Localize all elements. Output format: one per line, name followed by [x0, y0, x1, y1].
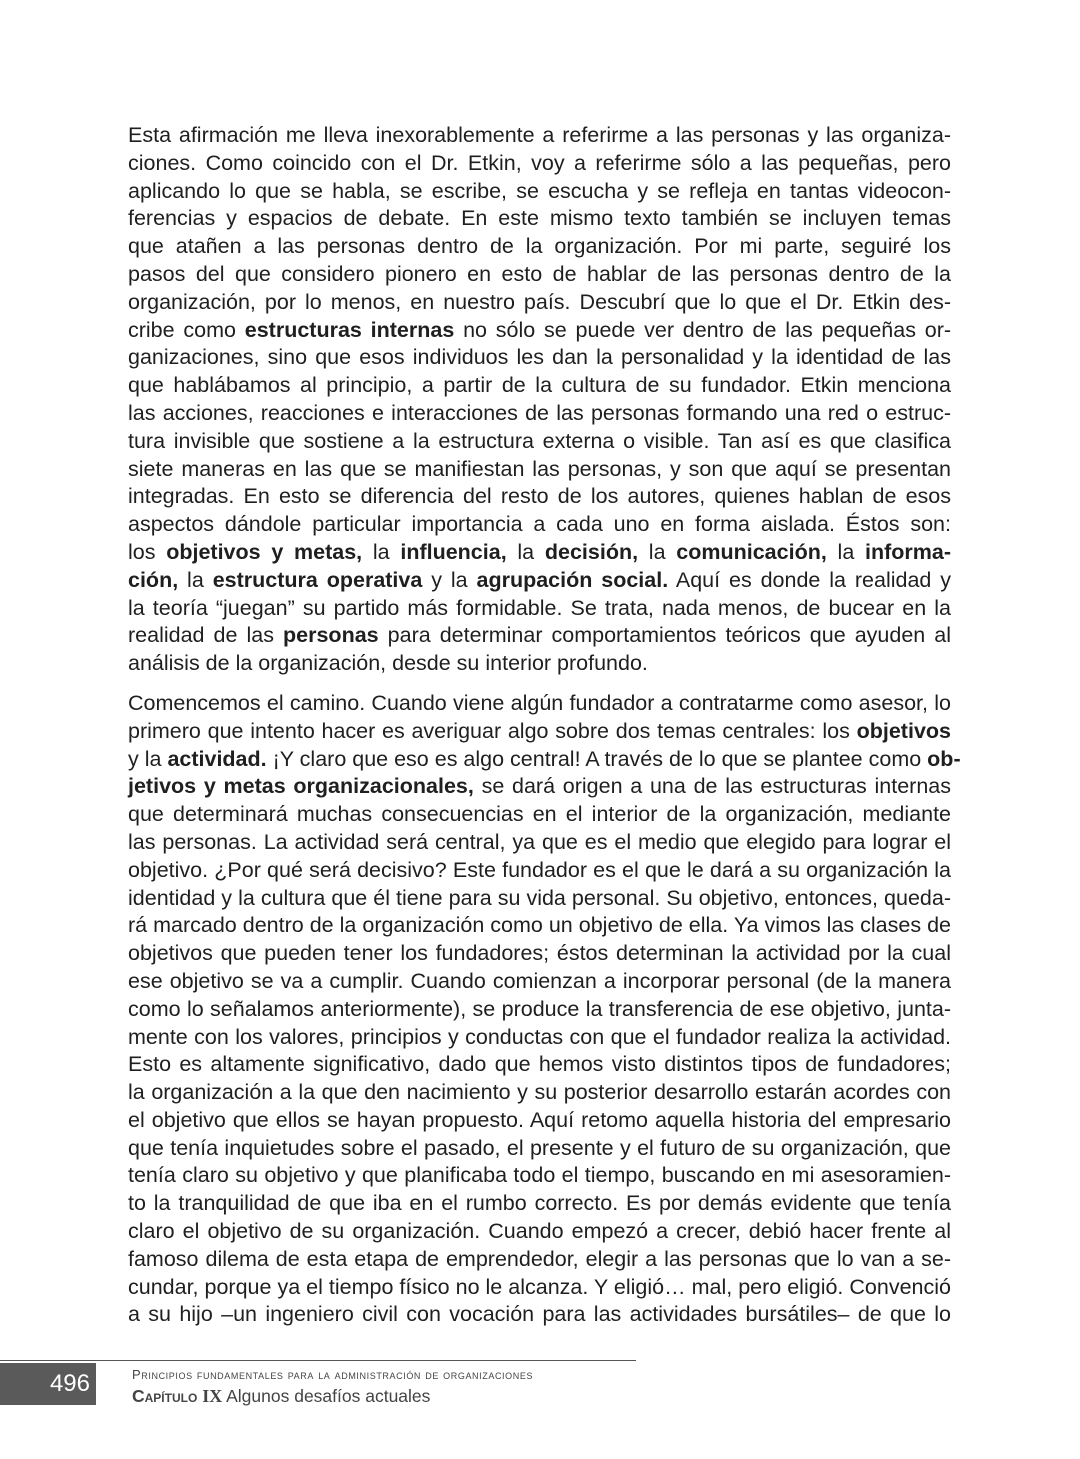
text-line	[128, 205, 951, 233]
text-run: Esta afirmación me lleva inexorablemente a referirme a las personas y las organiza-	[128, 123, 951, 147]
text-run: a su hijo –un ingeniero civil con vocación para las actividades bursátiles– de que lo	[128, 1302, 951, 1327]
bold-term: objetivos y metas,	[166, 539, 363, 564]
bold-term: personas	[283, 623, 379, 648]
text-run: los	[128, 539, 167, 564]
text-run: la	[178, 567, 213, 592]
text-run: claro el objetivo de su organización. Cuando empezó a crecer, debió hacer frente al	[128, 1219, 951, 1244]
text-run: como lo señalamos anteriormente), se produce la transferencia de ese objetivo, junta-	[128, 996, 951, 1021]
text-line	[128, 968, 951, 996]
text-run: objetivos que pueden tener los fundadores; éstos determinan la actividad por la cual	[128, 941, 951, 966]
text-run: y la	[128, 746, 168, 771]
text-run: primero que intento hacer es averiguar algo sobre dos temas centrales: los	[128, 718, 857, 743]
text-line	[128, 1301, 951, 1329]
text-line	[128, 317, 951, 345]
bold-term: ción,	[128, 567, 179, 592]
text-run: mente con los valores, principios y conductas con que el fundador realiza la actividad.	[128, 1024, 951, 1049]
text-line	[128, 122, 951, 150]
text-run: ese objetivo se va a cumplir. Cuando comienzan a incorporar personal (de la manera	[128, 968, 951, 993]
text-line	[128, 539, 951, 567]
text-line	[128, 801, 951, 829]
text-line	[128, 718, 951, 746]
paragraph	[128, 690, 961, 1329]
text-run: que hablábamos al principio, a partir de la cultura de su fundador. Etkin menciona	[128, 373, 951, 398]
bold-term: objetivos	[856, 718, 951, 743]
bold-term: estructura operativa	[212, 567, 423, 592]
text-line	[128, 233, 951, 261]
text-line	[128, 912, 951, 940]
text-run: to la tranquilidad de que iba en el rumbo correcto. Es por demás evidente que tenía	[128, 1191, 951, 1216]
text-run: integradas. En esto se diferencia del resto de los autores, quienes hablan de esos	[128, 484, 951, 509]
text-run: ciones. Como coincido con el Dr. Etkin, voy a referirme sólo a las pequeñas, pero	[128, 150, 951, 175]
text-run: que determinará muchas consecuencias en el interior de la organización, mediante	[128, 802, 951, 827]
text-line	[128, 595, 951, 623]
text-line	[128, 344, 951, 372]
text-run: la	[826, 539, 866, 564]
text-run: rá marcado dentro de la organización como un objetivo de ella. Ya vimos las clases de	[128, 913, 951, 938]
text-run: ferencias y espacios de debate. En este mismo texto también se incluyen temas	[128, 206, 951, 231]
chapter-number: IX	[202, 1386, 223, 1406]
text-run: siete maneras en las que se manifiestan las personas, y son que aquí se presentan	[128, 456, 951, 481]
text-run: que atañen a las personas dentro de la organización. Por mi parte, seguiré los	[128, 234, 951, 259]
text-run: objetivo. ¿Por qué será decisivo? Este fundador es el que le dará a su organización la	[128, 857, 951, 882]
text-run: Esto es altamente significativo, dado que hemos visto distintos tipos de fundadores;	[128, 1052, 951, 1077]
bold-term: influencia,	[400, 539, 507, 564]
bold-term: actividad.	[167, 746, 267, 771]
text-line	[128, 829, 951, 857]
text-line	[128, 428, 951, 456]
text-run: tura invisible que sostiene a la estructura externa o visible. Tan así es que clasifica	[128, 428, 951, 453]
footer-rule	[0, 1360, 636, 1361]
bold-term: informa-	[865, 539, 952, 564]
body-text	[128, 122, 961, 1341]
bold-term: agrupación social.	[476, 567, 669, 592]
text-run: ganizaciones, sino que esos individuos les dan la personalidad y la identidad de las	[128, 345, 951, 370]
page-number	[0, 1363, 96, 1405]
bold-term: comunicación,	[676, 539, 827, 564]
bold-term: decisión,	[544, 539, 639, 564]
text-run: no sólo se puede ver dentro de las pequeñas or-	[454, 317, 952, 342]
text-run: realidad de las	[128, 623, 284, 648]
text-run: organización, por lo menos, en nuestro país. Descubrí que lo que el Dr. Etkin des-	[128, 289, 951, 314]
chapter-title: Algunos desafíos actuales	[226, 1386, 431, 1406]
text-line	[128, 567, 951, 595]
text-run: cundar, porque ya el tiempo físico no le alcanza. Y eligió… mal, pero eligió. Convenció	[128, 1274, 951, 1299]
text-run: la teoría “juegan” su partido más formidable. Se trata, nada menos, de bucear en la	[128, 595, 951, 620]
bold-term: estructuras internas	[244, 317, 455, 342]
text-run: la	[506, 539, 545, 564]
text-run: aspectos dándole particular importancia a cada uno en forma aislada. Éstos son:	[128, 512, 951, 537]
text-line	[128, 1135, 951, 1163]
bold-term: jetivos y metas organizacionales,	[128, 774, 474, 799]
text-line	[128, 372, 951, 400]
text-run: famoso dilema de esta etapa de emprendedor, elegir a las personas que lo van a se-	[128, 1246, 951, 1271]
text-run: para determinar comportamientos teóricos que ayuden al	[378, 623, 951, 648]
text-run: análisis de la organización, desde su interior profundo.	[128, 651, 648, 676]
running-header-chapter	[132, 1386, 430, 1407]
text-line	[128, 483, 951, 511]
running-header-book-title: Principios fundamentales para la administración de organizaciones	[132, 1367, 534, 1382]
text-line	[128, 400, 951, 428]
text-run: tenía claro su objetivo y que planificaba todo el tiempo, buscando en mi asesoramien-	[128, 1163, 951, 1188]
text-line	[128, 1107, 951, 1135]
text-line	[128, 1024, 951, 1052]
text-run: aplicando lo que se habla, se escribe, se escucha y se refleja en tantas videocon-	[128, 178, 951, 203]
text-line	[128, 650, 951, 678]
text-line	[128, 1190, 951, 1218]
text-line	[128, 1274, 951, 1302]
text-line	[128, 690, 951, 718]
text-line	[128, 261, 951, 289]
paragraph	[128, 122, 951, 678]
text-line	[128, 1218, 951, 1246]
text-line	[128, 511, 951, 539]
text-run: las acciones, reacciones e interacciones de las personas formando una red o estruc-	[128, 400, 951, 425]
text-line	[128, 1246, 951, 1274]
text-line	[128, 178, 951, 206]
text-run: la	[638, 539, 677, 564]
text-run: se dará origen a una de las estructuras internas	[473, 774, 952, 799]
text-line	[128, 857, 951, 885]
text-run: Comencemos el camino. Cuando viene algún fundador a contratarme como asesor, lo	[128, 690, 951, 715]
text-run: cribe como	[128, 317, 245, 342]
text-line	[128, 1079, 951, 1107]
bold-term: ob-	[927, 746, 961, 771]
text-line	[128, 622, 951, 650]
page-number-text: 496	[49, 1370, 90, 1397]
text-run: que tenía inquietudes sobre el pasado, el presente y el futuro de su organización, que	[128, 1135, 951, 1160]
text-line	[128, 456, 951, 484]
text-run: Aquí es donde la realidad y	[668, 567, 952, 592]
text-run: identidad y la cultura que él tiene para su vida personal. Su objetivo, entonces, queda-	[128, 885, 951, 910]
text-line	[128, 996, 951, 1024]
text-run: la organización a la que den nacimiento y su posterior desarrollo estarán acordes con	[128, 1080, 951, 1105]
text-line	[128, 940, 951, 968]
chapter-label: Capítulo	[132, 1386, 198, 1406]
text-run: las personas. La actividad será central, ya que es el medio que elegido para lograr el	[128, 829, 951, 854]
text-line	[128, 150, 951, 178]
text-line	[128, 1051, 951, 1079]
text-line	[128, 773, 951, 801]
text-line	[128, 885, 951, 913]
text-run: el objetivo que ellos se hayan propuesto. Aquí retomo aquella historia del empresario	[128, 1107, 951, 1132]
text-run: ¡Y claro que eso es algo central! A través de lo que se plantee como	[266, 746, 928, 771]
text-run: pasos del que considero pionero en esto de hablar de las personas dentro de la	[128, 261, 951, 286]
text-run: la	[362, 539, 401, 564]
text-line	[128, 1162, 951, 1190]
text-line	[128, 289, 951, 317]
text-run: y la	[422, 567, 477, 592]
text-line	[128, 746, 961, 774]
